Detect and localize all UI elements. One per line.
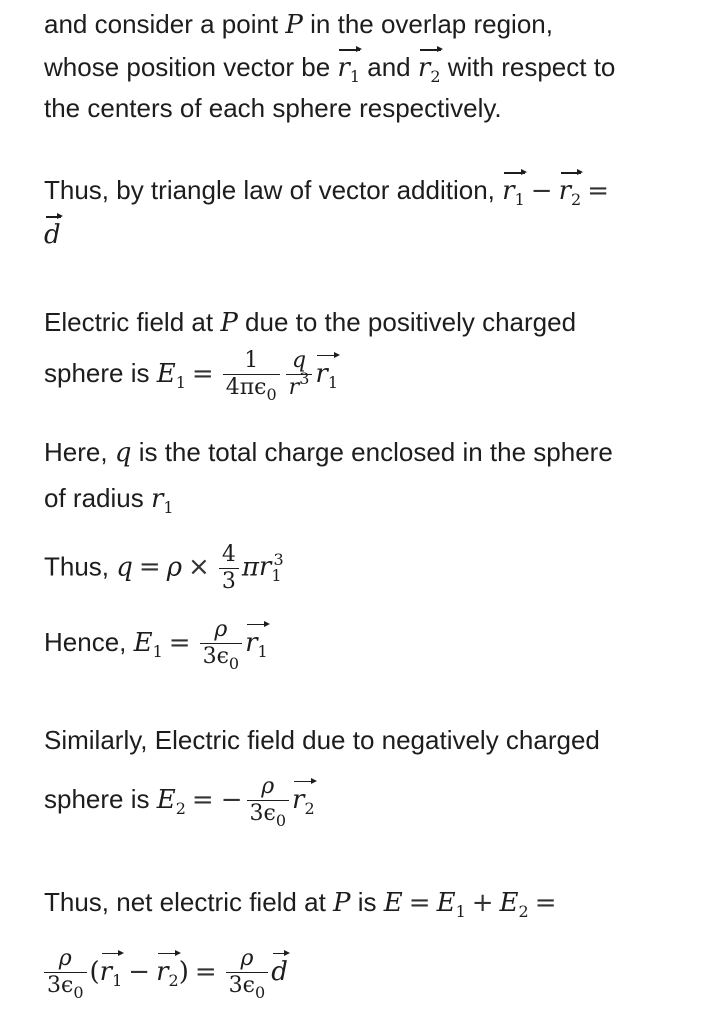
line-overlap-point [44,8,553,41]
fraction-one-over-four-pi-eps: $\frac{1}{4\pi\epsilon_0}$ [223,348,280,402]
text-consider-point: and consider a point [44,9,279,39]
symbol-r1: $r_1$ [150,484,174,517]
symbol-rho: ρ [166,552,183,583]
vector-d: d [44,220,61,250]
text-positively-charged: due to the positively charged [245,307,577,337]
vector-r2: $r_2$ [558,176,582,209]
symbol-r1-cubed: $r_1^3$ [258,550,284,586]
text-with-respect: with respect to [447,52,616,82]
fraction-q-over-r1-cubed: $\frac{q}{r^3}$ [286,348,313,402]
text-position-vector: whose position vector be [44,52,331,82]
line-electric-field-negative [44,724,600,756]
line-radius [44,482,174,518]
vector-r2: $r_2$ [417,53,441,86]
symbol-E: E [383,888,403,918]
symbol-q: q [114,438,132,468]
line-E1-formula: sphere is $E_1$ = $\frac{1}{4\pi\epsilon_0}$ $\frac{q}{r^3}$ $r_1$ [44,348,339,404]
line-net-field-result: $\frac{\rho}{3\epsilon_0}$ $(r_1 - r_2)$ = $\frac{\rho}{3\epsilon_0}$ d [44,946,288,1000]
vector-d: d [271,956,288,987]
text-sphere-is: sphere is [44,783,150,814]
text-net-field: Thus, net electric field at [44,887,326,917]
text-triangle-law: Thus, by triangle law of vector addition, [44,175,495,205]
vector-r1: $r_1$ [245,627,268,661]
fraction-rho-over-three-eps: $\frac{\rho}{3\epsilon_0}$ [247,774,290,828]
vector-r1: $r_1$ [315,358,339,392]
text-field-at: Electric field at [44,307,214,337]
text-hence: Hence, [44,626,127,657]
text-centers: the centers of each sphere respectively. [44,93,502,123]
vector-r1: $r_1$ [502,176,525,209]
symbol-E1: $E_1$ [436,888,466,921]
fraction-four-thirds: $\frac{4}{3}$ [219,542,239,595]
text-here: Here, [44,437,108,467]
vector-r2: $r_2$ [156,956,179,990]
symbol-E2: $E_2$ [499,888,529,921]
line-E1-result: Hence, $E_1$ = $\frac{\rho}{3\epsilon_0}$ $r_1$ [44,617,268,673]
line-triangle-law: Thus, by triangle law of vector addition, $r_1 - r_2$ = [44,175,609,209]
fraction-rho-over-three-eps: $\frac{\rho}{3\epsilon_0}$ [200,617,243,671]
text-is: is [357,887,377,917]
text-of-radius: of radius [44,483,144,513]
symbol-E1: $E_1$ [156,358,186,392]
fraction-rho-over-three-eps: $\frac{\rho}{3\epsilon_0}$ [226,946,269,1000]
symbol-E1: $E_1$ [133,627,163,661]
text-and: and [367,52,411,82]
line-centers [44,92,502,124]
symbol-pi: π [241,552,259,583]
text-sphere-is: sphere is [44,357,150,388]
line-position-vectors [44,51,615,87]
vector-r2: $r_2$ [292,784,315,818]
fraction-rho-over-three-eps: $\frac{\rho}{3\epsilon_0}$ [44,946,87,1000]
symbol-P: P [285,10,303,40]
vector-r1: $r_1$ [337,53,361,86]
symbol-P: P [220,308,238,338]
line-charge-enclosed [44,436,613,469]
vector-r1: $r_1$ [99,956,123,990]
symbol-E2: $E_2$ [156,784,186,818]
text-total-charge: is the total charge enclosed in the sphere [138,437,613,467]
line-E2-formula: sphere is $E_2$ = − $\frac{\rho}{3\epsilon_0}$ $r_2$ [44,774,315,830]
text-negatively-charged: Similarly, Electric field due to negatively charged [44,725,600,755]
line-q-formula: Thus, q = ρ × $\frac{4}{3}$ $\pi r_1^3$ [44,542,284,594]
line-d-vector [44,218,61,251]
symbol-q: q [116,552,133,583]
text-overlap-region: in the overlap region, [310,9,553,39]
line-net-field: Thus, net electric field at P is $E = E_1 + E_2$ = [44,887,557,921]
symbol-P: P [333,888,351,918]
line-electric-field-positive [44,306,576,339]
text-thus: Thus, [44,551,110,582]
